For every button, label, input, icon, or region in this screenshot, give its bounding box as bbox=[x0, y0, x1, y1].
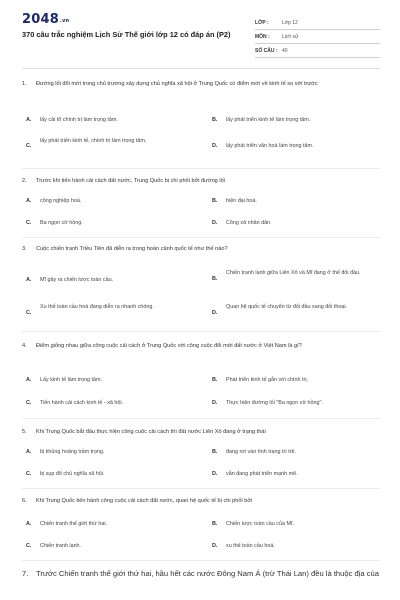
question-body: Điểm giống nhau giữa công cuộc cải cách ở Trung Quốc với công cuộc đổi mới đất nước ở Việt Nam là gì? bbox=[36, 343, 302, 349]
option-letter: A. bbox=[26, 198, 32, 204]
option-letter: A. bbox=[26, 449, 32, 455]
option-d[interactable] bbox=[212, 542, 372, 551]
option-letter: D. bbox=[212, 400, 218, 406]
option-text: Chiến tranh lạnh. bbox=[40, 543, 82, 549]
option-c[interactable] bbox=[26, 470, 186, 479]
option-d[interactable] bbox=[212, 470, 372, 479]
question-text bbox=[22, 177, 380, 186]
option-text: Lấy kinh tế làm trọng tâm. bbox=[40, 377, 103, 383]
question-text bbox=[22, 342, 380, 351]
question-text bbox=[22, 428, 380, 437]
option-text: lấy phát triển văn hoá làm trọng tâm. bbox=[226, 143, 314, 149]
question-body: Khi Trung Quốc bắt đầu thực hiện công cuộc cải cách thì đất nước Liên Xô đang ở trạng thái bbox=[36, 429, 266, 435]
question-divider bbox=[22, 331, 380, 332]
option-text: Chiến tranh thế giới thứ hai. bbox=[40, 521, 108, 527]
question-divider bbox=[22, 237, 380, 238]
option-letter: C. bbox=[26, 143, 32, 149]
option-text: Công xã nhân dân. bbox=[226, 220, 272, 226]
meta-row-subject bbox=[255, 30, 380, 44]
meta-key: MÔN : bbox=[255, 34, 270, 40]
option-letter: D. bbox=[212, 471, 218, 477]
question-body: Trước Chiến tranh thế giới thứ hai, hầu hết các nước Đông Nam Á (trừ Thái Lan) đều là thuộc địa của bbox=[36, 569, 379, 578]
question-number: 4. bbox=[22, 343, 27, 349]
option-text: bị sụp đổ chủ nghĩa xã hội. bbox=[40, 471, 105, 477]
option-text: bị khủng hoảng trầm trọng. bbox=[40, 449, 105, 455]
option-b[interactable] bbox=[212, 448, 372, 457]
question-body: Đường lối đổi mới trong chủ trương xây dựng chủ nghĩa xã hội ở Trung Quốc có điểm mới về kinh tế so với trước bbox=[36, 81, 318, 87]
question-divider bbox=[22, 560, 380, 561]
meta-key: LỚP : bbox=[255, 20, 269, 26]
option-letter: B. bbox=[212, 276, 218, 282]
question-body: Cuộc chiến tranh Triều Tiên đã diễn ra trong hoàn cảnh quốc tế như thế nào? bbox=[36, 246, 228, 252]
option-letter: A. bbox=[26, 117, 32, 123]
option-text: Quan hệ quốc tế chuyển từ đối đầu sang đối thoại. bbox=[226, 304, 348, 310]
question-7 bbox=[22, 568, 380, 580]
option-text: lấy phát triển kinh tế làm trọng tâm. bbox=[226, 117, 311, 123]
meta-value: Lịch sử bbox=[282, 34, 299, 40]
option-letter: B. bbox=[212, 377, 218, 383]
meta-row-class bbox=[255, 16, 380, 30]
question-number: 3. bbox=[22, 246, 27, 252]
option-text: vẫn đang phát triển mạnh mẽ. bbox=[226, 471, 298, 477]
option-a[interactable] bbox=[26, 197, 186, 206]
option-d[interactable] bbox=[212, 303, 372, 316]
option-c[interactable] bbox=[26, 399, 186, 408]
option-c[interactable] bbox=[26, 219, 186, 228]
question-body: Khi Trung Quốc tiến hành công cuộc cải cách đất nước, quan hệ quốc tế bị chi phối bởi bbox=[36, 498, 253, 504]
question-number: 1. bbox=[22, 81, 27, 87]
option-b[interactable] bbox=[212, 376, 372, 385]
option-b[interactable] bbox=[212, 520, 372, 529]
option-letter: B. bbox=[212, 521, 218, 527]
option-letter: C. bbox=[26, 471, 32, 477]
option-letter: D. bbox=[212, 143, 218, 149]
option-a[interactable] bbox=[26, 376, 186, 385]
question-text bbox=[22, 80, 380, 89]
option-letter: B. bbox=[212, 449, 218, 455]
document-header bbox=[0, 0, 400, 62]
header-divider bbox=[22, 68, 380, 69]
question-text bbox=[22, 245, 380, 254]
meta-row-count bbox=[255, 44, 380, 58]
option-text: Thực hiện đường lối "Ba ngọn cờ hồng". bbox=[226, 400, 323, 406]
option-d[interactable] bbox=[212, 219, 372, 228]
option-a[interactable] bbox=[26, 520, 186, 529]
option-text: Ba ngọn cờ hồng. bbox=[40, 220, 83, 226]
meta-value: 40 bbox=[282, 48, 288, 54]
option-b[interactable] bbox=[212, 116, 372, 125]
option-text: Chiến tranh lạnh giữa Liên Xô và Mĩ đang ở thế đối đầu. bbox=[226, 270, 361, 276]
option-letter: A. bbox=[26, 277, 32, 283]
option-text: Mĩ gây ra chiến lược toàn cầu. bbox=[40, 277, 114, 283]
option-b[interactable] bbox=[212, 269, 372, 282]
question-number: 5. bbox=[22, 429, 27, 435]
option-text: hiện đại hoá. bbox=[226, 198, 257, 204]
question-body: Trước khi tiến hành cải cách đất nước, Trung Quốc bị chi phối bởi đường lối bbox=[36, 178, 225, 184]
option-letter: C. bbox=[26, 543, 32, 549]
option-c[interactable] bbox=[26, 137, 186, 149]
question-divider bbox=[22, 418, 380, 419]
question-number: 6. bbox=[22, 498, 27, 504]
option-a[interactable] bbox=[26, 448, 186, 457]
option-d[interactable] bbox=[212, 399, 387, 408]
meta-key: SỐ CÂU : bbox=[255, 48, 278, 54]
option-letter: C. bbox=[26, 310, 32, 316]
document-title: 370 câu trắc nghiệm Lịch Sử Thế giới lớp 12 có đáp án (P2) bbox=[22, 30, 231, 39]
option-a[interactable] bbox=[26, 116, 186, 125]
option-c[interactable] bbox=[26, 303, 186, 316]
option-c[interactable] bbox=[26, 542, 186, 551]
question-number: 2. bbox=[22, 178, 27, 184]
question-number: 7. bbox=[22, 569, 29, 578]
option-text: đang rơi vào tình trạng trì trệ. bbox=[226, 449, 297, 455]
option-d[interactable] bbox=[212, 142, 372, 151]
option-text: Xu thế toàn cầu hoá đang diễn ra nhanh chóng. bbox=[40, 304, 154, 310]
option-letter: B. bbox=[212, 117, 218, 123]
question-divider bbox=[22, 488, 380, 489]
option-letter: D. bbox=[212, 220, 218, 226]
option-letter: A. bbox=[26, 377, 32, 383]
option-b[interactable] bbox=[212, 197, 372, 206]
option-text: lấy cải tổ chính trị làm trọng tâm. bbox=[40, 117, 118, 123]
site-logo[interactable]: 2048.vn bbox=[22, 12, 70, 27]
option-text: Phát triển kinh tế gắn với chính trị. bbox=[226, 377, 309, 383]
question-divider bbox=[22, 168, 380, 169]
option-letter: A. bbox=[26, 521, 32, 527]
option-text: lấy phát triển kinh tế, chính trị làm trọng tâm. bbox=[40, 138, 147, 144]
option-letter: B. bbox=[212, 198, 218, 204]
option-a[interactable] bbox=[26, 276, 186, 285]
question-text bbox=[22, 497, 380, 506]
option-text: Chiến lược toàn cầu của Mĩ. bbox=[226, 521, 294, 527]
option-letter: D. bbox=[212, 543, 218, 549]
option-letter: D. bbox=[212, 310, 218, 316]
option-text: công nghiệp hoá. bbox=[40, 198, 82, 204]
option-text: xu thế toàn cầu hoá. bbox=[226, 543, 275, 549]
meta-value: Lớp 12 bbox=[282, 20, 298, 26]
document-meta bbox=[255, 16, 380, 58]
option-text: Tiến hành cải cách kinh tế - xã hội. bbox=[40, 400, 124, 406]
option-letter: C. bbox=[26, 400, 32, 406]
option-letter: C. bbox=[26, 220, 32, 226]
